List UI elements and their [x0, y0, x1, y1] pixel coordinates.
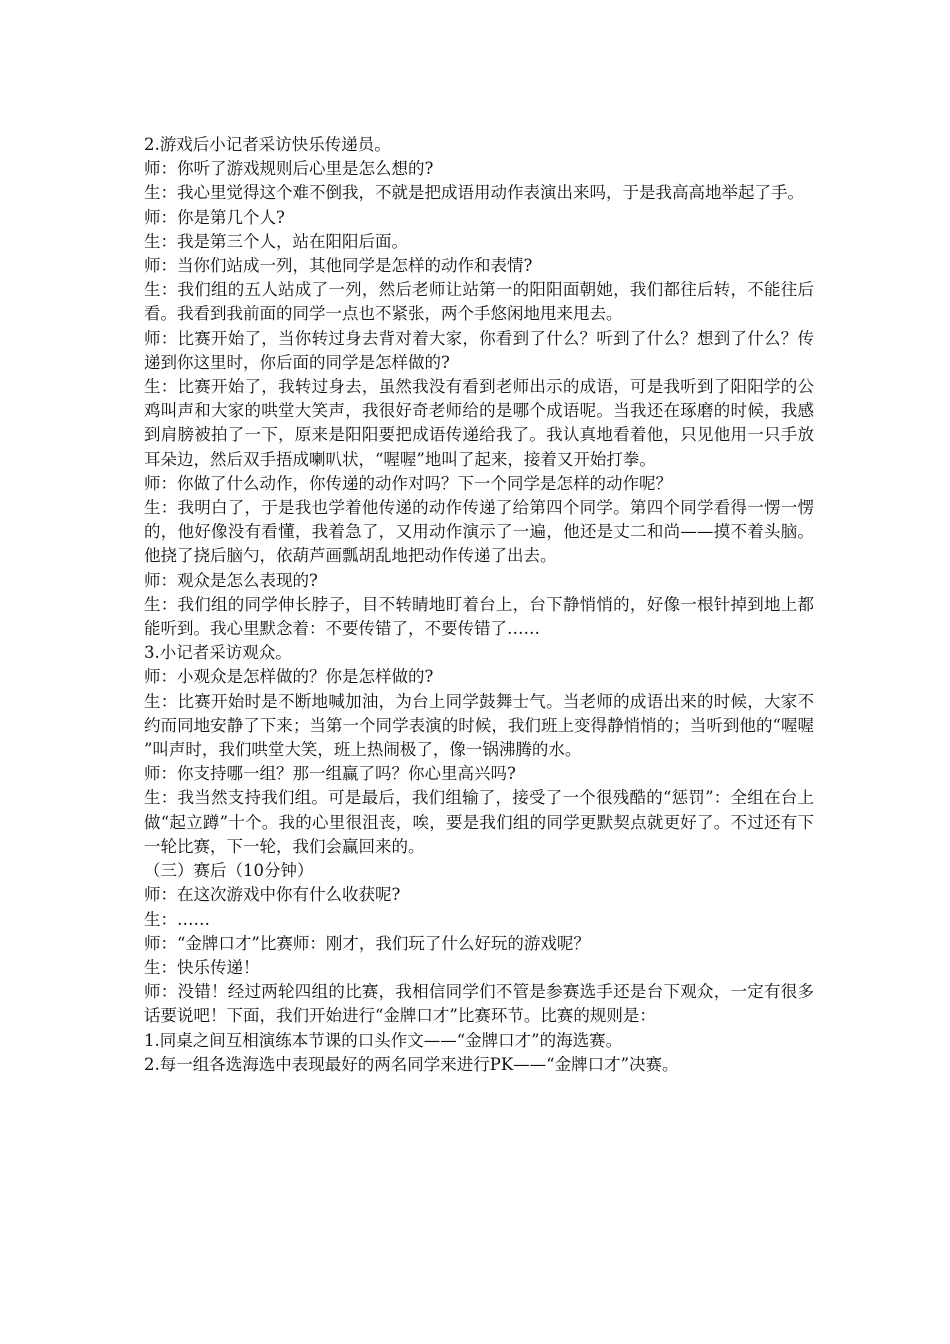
paragraph: 生：快乐传递！	[144, 957, 260, 977]
paragraph: 师：你是第几个人?	[144, 207, 285, 227]
paragraph: 师：没错！经过两轮四组的比赛，我相信同学们不管是参赛选手还是台下观众，一定有很多话要说吧！下面，我们开始进行“金牌口才”比赛环节。比赛的规则是：	[144, 982, 814, 1026]
paragraph: 生：比赛开始了，我转过身去，虽然我没有看到老师出示的成语，可是我听到了阳阳学的公鸡叫声和大家的哄堂大笑声，我很好奇老师给的是哪个成语呢。当我还在琢磨的时候，我感到肩膀被拍了一下，原来是阳阳要把成语传递给我了。我认真地看着他，只见他用一只手放耳朵边，然后双手捂成喇叭状，“喔喔”地叫了起来，接着又开始打拳。	[144, 377, 814, 469]
paragraph: 师：“金牌口才”比赛师：刚才，我们玩了什么好玩的游戏呢？	[144, 933, 590, 953]
paragraph: 生：我是第三个人，站在阳阳后面。	[144, 231, 408, 251]
paragraph: 生：我心里觉得这个难不倒我，不就是把成语用动作表演出来吗，于是我高高地举起了手。	[144, 183, 804, 203]
paragraph: 1.同桌之间互相演练本节课的口头作文——“金牌口才”的海选赛。	[144, 1030, 623, 1050]
paragraph: （三）赛后（10分钟）	[144, 861, 314, 881]
paragraph: 师：你支持哪一组？那一组赢了吗？你心里高兴吗?	[144, 764, 516, 784]
paragraph: 生：我们组的五人站成了一列，然后老师让站第一的阳阳面朝她，我们都往后转，不能往后看。我看到我前面的同学一点也不紧张，两个手悠闲地甩来甩去。	[144, 280, 814, 324]
paragraph: 3.小记者采访观众。	[144, 643, 292, 663]
document-body	[144, 133, 814, 1077]
paragraph: 生：我当然支持我们组。可是最后，我们组输了，接受了一个很残酷的“惩罚”：全组在台上做“起立蹲”十个。我的心里很沮丧，唉，要是我们组的同学更默契点就更好了。不过还有下一轮比赛，下一轮，我们会赢回来的。	[144, 788, 814, 856]
paragraph: 生：比赛开始时是不断地喊加油，为台上同学鼓舞士气。当老师的成语出来的时候，大家不约而同地安静了下来；当第一个同学表演的时候，我们班上变得静悄悄的；当听到他的“喔喔”叫声时，我们哄堂大笑，班上热闹极了，像一锅沸腾的水。	[144, 691, 814, 760]
paragraph: 2.每一组各选海选中表现最好的两名同学来进行PK——“金牌口才”决赛。	[144, 1054, 679, 1074]
paragraph: 生：……	[144, 909, 210, 929]
paragraph: 师：小观众是怎样做的？你是怎样做的?	[144, 667, 434, 687]
paragraph: 生：我们组的同学伸长脖子，目不转睛地盯着台上，台下静悄悄的，好像一根针掉到地上都能听到。我心里默念着：不要传错了，不要传错了……	[144, 594, 814, 639]
paragraph: 2.游戏后小记者采访快乐传递员。	[144, 135, 391, 154]
paragraph: 师：当你们站成一列，其他同学是怎样的动作和表情?	[144, 256, 533, 276]
paragraph: 师：你听了游戏规则后心里是怎么想的?	[144, 159, 434, 179]
paragraph: 师：比赛开始了，当你转过身去背对着大家，你看到了什么？听到了什么？想到了什么？传递到你这里时，你后面的同学是怎样做的?	[144, 328, 814, 372]
paragraph: 生：我明白了，于是我也学着他传递的动作传递了给第四个同学。第四个同学看得一愣一愣的，他好像没有看懂，我着急了，又用动作演示了一遍，他还是丈二和尚——摸不着头脑。他挠了挠后脑勺，依葫芦画瓢胡乱地把动作传递了出去。	[144, 498, 814, 566]
paragraph: 师：你做了什么动作，你传递的动作对吗？下一个同学是怎样的动作呢？	[144, 473, 672, 493]
paragraph: 师：在这次游戏中你有什么收获呢?	[144, 885, 401, 905]
paragraph: 师：观众是怎么表现的?	[144, 570, 318, 590]
